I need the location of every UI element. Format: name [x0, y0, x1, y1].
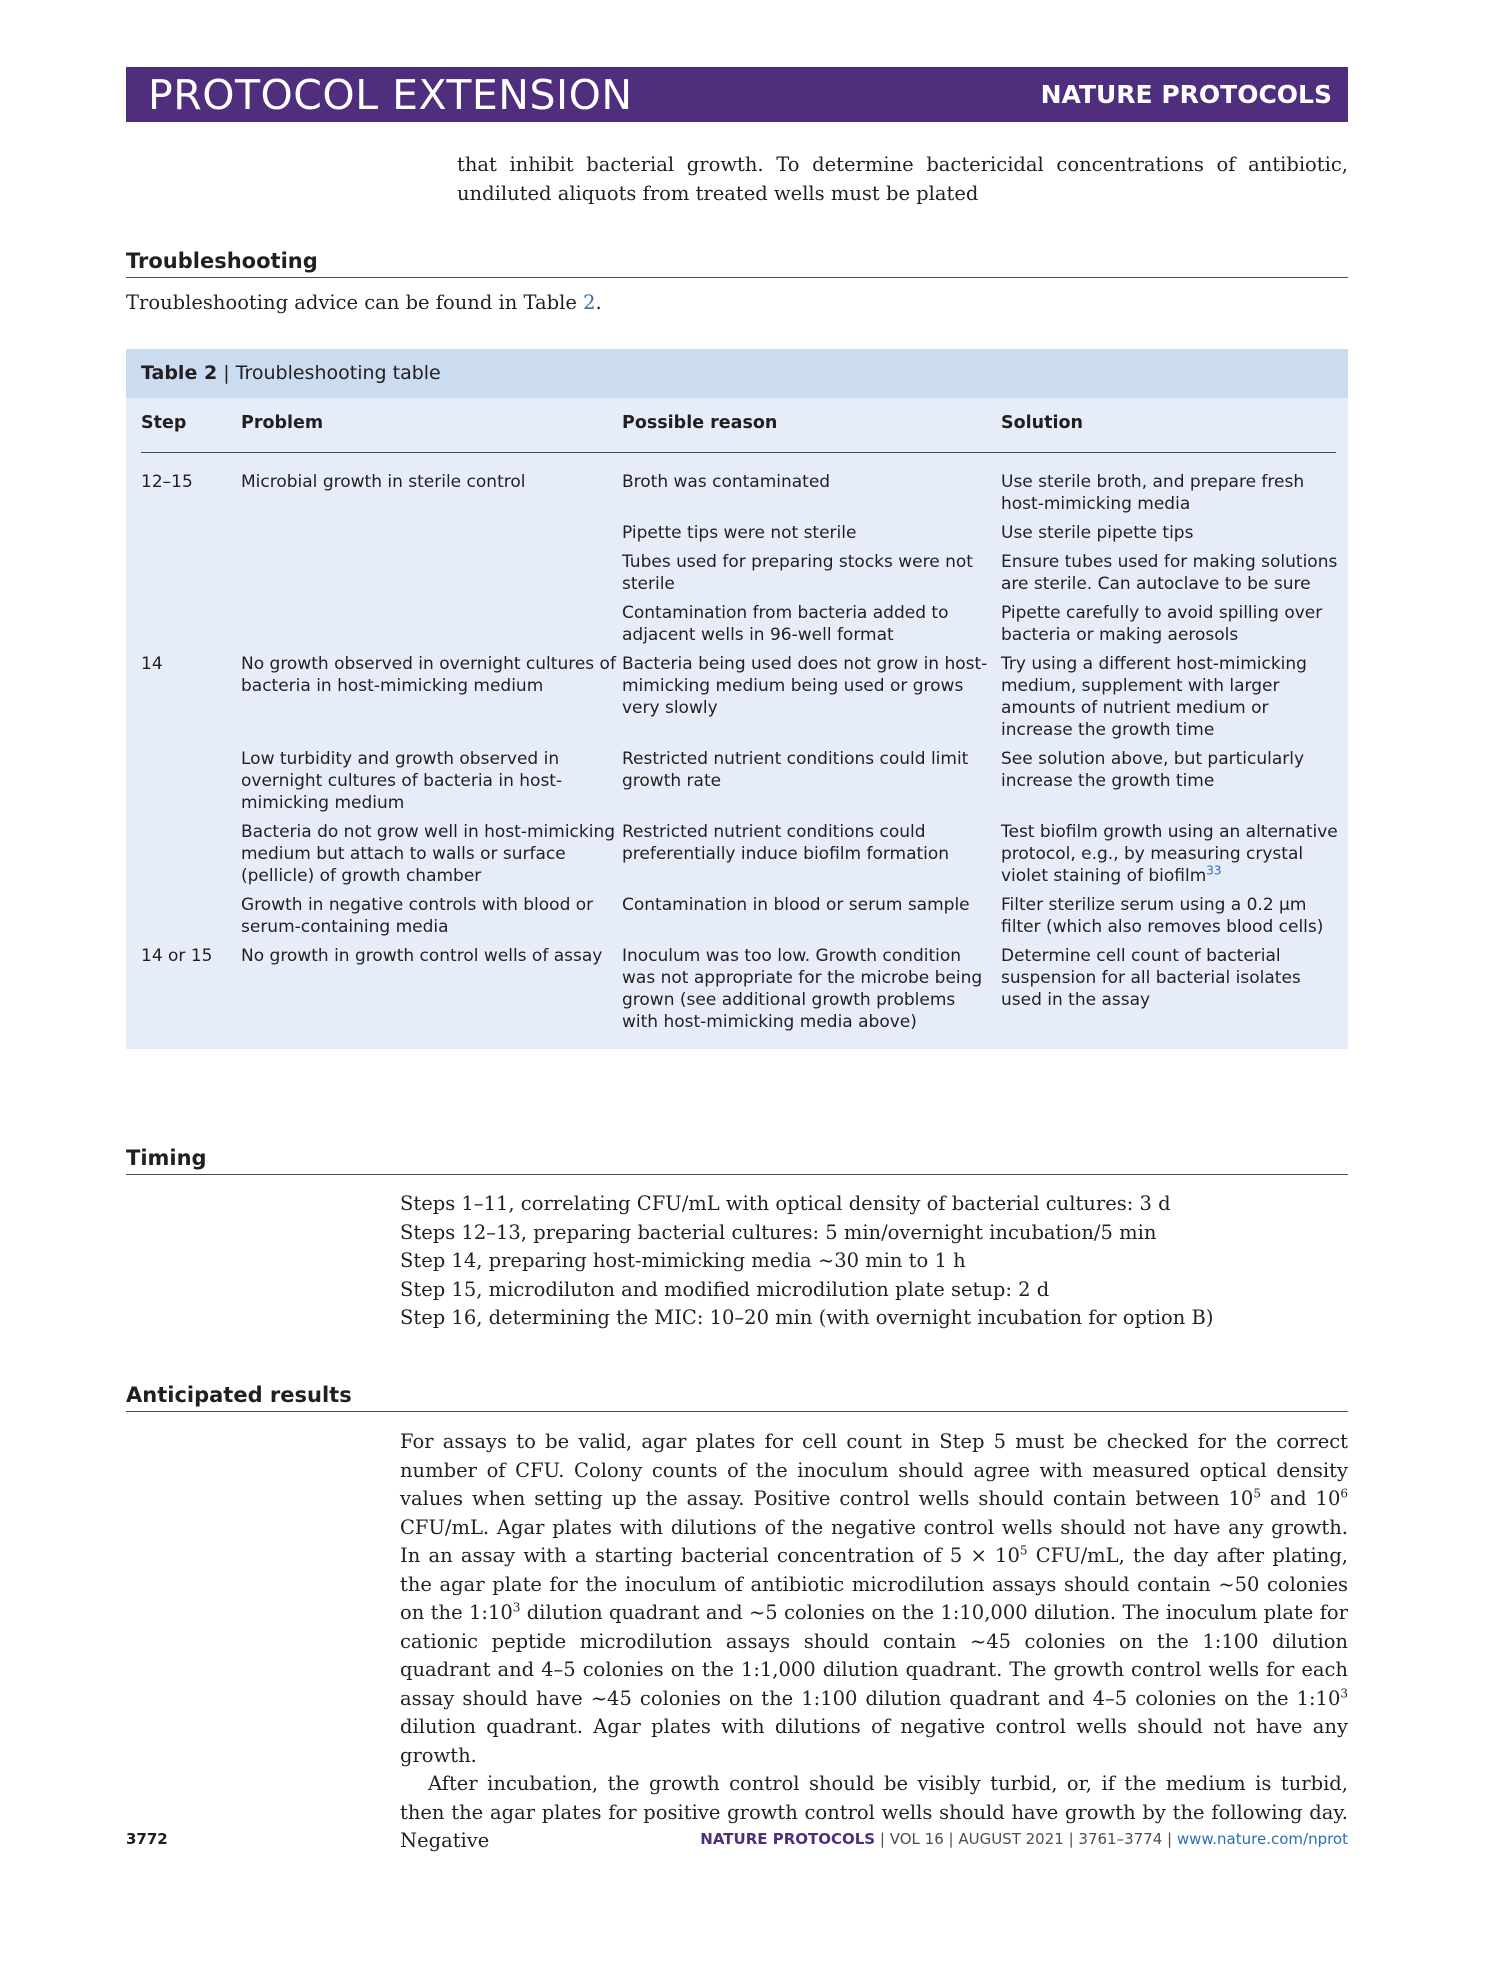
journal-name: NATURE PROTOCOLS [1040, 80, 1332, 109]
col-header-solution: Solution [1001, 413, 1083, 433]
header-bar [126, 67, 1348, 122]
list-item: Steps 12–13, preparing bacterial cultures: 5 min/overnight incubation/5 min [400, 1220, 1157, 1244]
table-cell-solution: Filter sterilize serum using a 0.2 µm filter (which also removes blood cells) [1001, 895, 1324, 937]
table-cell-solution: Determine cell count of bacterial suspension for all bacterial isolates used in the assay [1001, 946, 1301, 1010]
table-cell-reason: Restricted nutrient conditions could preferentially induce biofilm formation [622, 822, 950, 864]
results-paragraph: After incubation, the growth control should be visibly turbid, or, if the medium is turbid, then the agar plates for positive growth control wells should have growth by the following day. Negative [400, 1772, 1348, 1852]
page-number: 3772 [126, 1830, 168, 1848]
table-cell-solution: Try using a different host-mimicking medium, supplement with larger amounts of nutrient medium or increase the growth time [1001, 654, 1307, 740]
results-heading: Anticipated results [126, 1383, 1348, 1412]
table-cell-reason: Contamination in blood or serum sample [622, 895, 970, 915]
table-cell-solution: Pipette carefully to avoid spilling over bacteria or making aerosols [1001, 603, 1323, 645]
table-ref-link[interactable]: 2 [583, 291, 596, 314]
table-cell-solution: Use sterile broth, and prepare fresh host-mimicking media [1001, 472, 1305, 514]
table-cell-problem: Growth in negative controls with blood or serum-containing media [241, 895, 594, 937]
table-cell-step: 14 or 15 [141, 946, 213, 966]
table-cell-problem: No growth observed in overnight cultures of bacteria in host-mimicking medium [241, 654, 616, 696]
table-cell-solution: See solution above, but particularly increase the growth time [1001, 749, 1305, 791]
intro-paragraph: that inhibit bacterial growth. To determine bactericidal concentrations of antibiotic, undiluted aliquots from treated wells must be plated [457, 153, 1348, 205]
table-cell-solution: Ensure tubes used for making solutions are sterile. Can autoclave to be sure [1001, 552, 1338, 594]
troubleshooting-advice: Troubleshooting advice can be found in Table 2. [126, 291, 602, 314]
results-paragraph: For assays to be valid, agar plates for cell count in Step 5 must be checked for the correct number of CFU. Colony counts of the inoculum should agree with measured optical density values when setting up the assay. Positive control wells should contain between $10^5$ and $10^6$ CFU/mL. Agar plates with dilutions of the negative control wells should not have any growth. In an assay with a starting bacterial concentration of $5 \times 10^5$ CFU/mL, the day after plating, the agar plate for the inoculum of antibiotic microdilution assays should contain ~50 colonies on the $1:10^3$ dilution quadrant and ~5 colonies on the 1:10,000 dilution. The inoculum plate for cationic peptide microdilution assays should contain ~45 colonies on the 1:100 dilution quadrant and 4–5 colonies on the 1:1,000 dilution quadrant. The growth control wells for each assay should have ~45 colonies on the 1:100 dilution quadrant and 4–5 colonies on the $1:10^3$ dilution quadrant. Agar plates with dilutions of negative control wells should not have any growth. [400, 1430, 1348, 1767]
table-cell-reason: Restricted nutrient conditions could limit growth rate [622, 749, 969, 791]
list-item: Step 14, preparing host-mimicking media ~30 min to 1 h [400, 1249, 966, 1272]
results-body [400, 1428, 1348, 1856]
journal-url-link[interactable]: www.nature.com/nprot [1176, 1830, 1348, 1848]
citation-ref-link[interactable]: 33 [1206, 863, 1222, 878]
table-cell-reason: Contamination from bacteria added to adjacent wells in 96-well format [622, 603, 949, 645]
col-header-problem: Problem [241, 413, 324, 433]
col-header-step: Step [141, 413, 187, 433]
table-cell-reason: Inoculum was too low. Growth condition was not appropriate for the microbe being grown (see additional growth problems with host-mimicking media above) [622, 946, 983, 1032]
list-item: Step 15, microdiluton and modified microdilution plate setup: 2 d [400, 1277, 1050, 1301]
header-rule [141, 452, 1336, 453]
section-label: PROTOCOL EXTENSION [148, 71, 633, 119]
table-title: Table 2 | Troubleshooting table [126, 349, 1348, 398]
table-cell-reason: Broth was contaminated [622, 472, 831, 492]
list-item: Steps 1–11, correlating CFU/mL with optical density of bacterial cultures: 3 d [400, 1192, 1171, 1215]
timing-heading: Timing [126, 1146, 1348, 1175]
table-cell-step: 12–15 [141, 472, 193, 492]
table-cell-problem: Microbial growth in sterile control [241, 472, 526, 492]
col-header-reason: Possible reason [622, 413, 778, 433]
footer-citation: NATURE PROTOCOLS | VOL 16 | AUGUST 2021 | 3761–3774 | www.nature.com/nprot [700, 1830, 1348, 1848]
table-cell-problem: Bacteria do not grow well in host-mimicking medium but attach to walls or surface (pellicle) of growth chamber [241, 822, 616, 886]
table-cell-problem: No growth in growth control wells of assay [241, 946, 603, 966]
table-cell-reason: Tubes used for preparing stocks were not sterile [622, 552, 973, 594]
table-cell-step: 14 [141, 654, 163, 674]
timing-list [400, 1190, 1348, 1333]
table-cell-solution: Test biofilm growth using an alternative protocol, e.g., by measuring crystal violet staining of biofilm$^{33}$ [1001, 822, 1338, 886]
table-cell-solution: Use sterile pipette tips [1001, 523, 1194, 543]
table-cell-reason: Pipette tips were not sterile [622, 523, 857, 543]
table-cell-reason: Bacteria being used does not grow in host-mimicking medium being used or grows very slowly [622, 654, 988, 718]
troubleshooting-table [126, 349, 1348, 1049]
troubleshooting-heading: Troubleshooting [126, 249, 1348, 278]
table-cell-problem: Low turbidity and growth observed in overnight cultures of bacteria in host-mimicking medium [241, 749, 563, 813]
list-item: Step 16, determining the MIC: 10–20 min (with overnight incubation for option B) [400, 1306, 1214, 1329]
